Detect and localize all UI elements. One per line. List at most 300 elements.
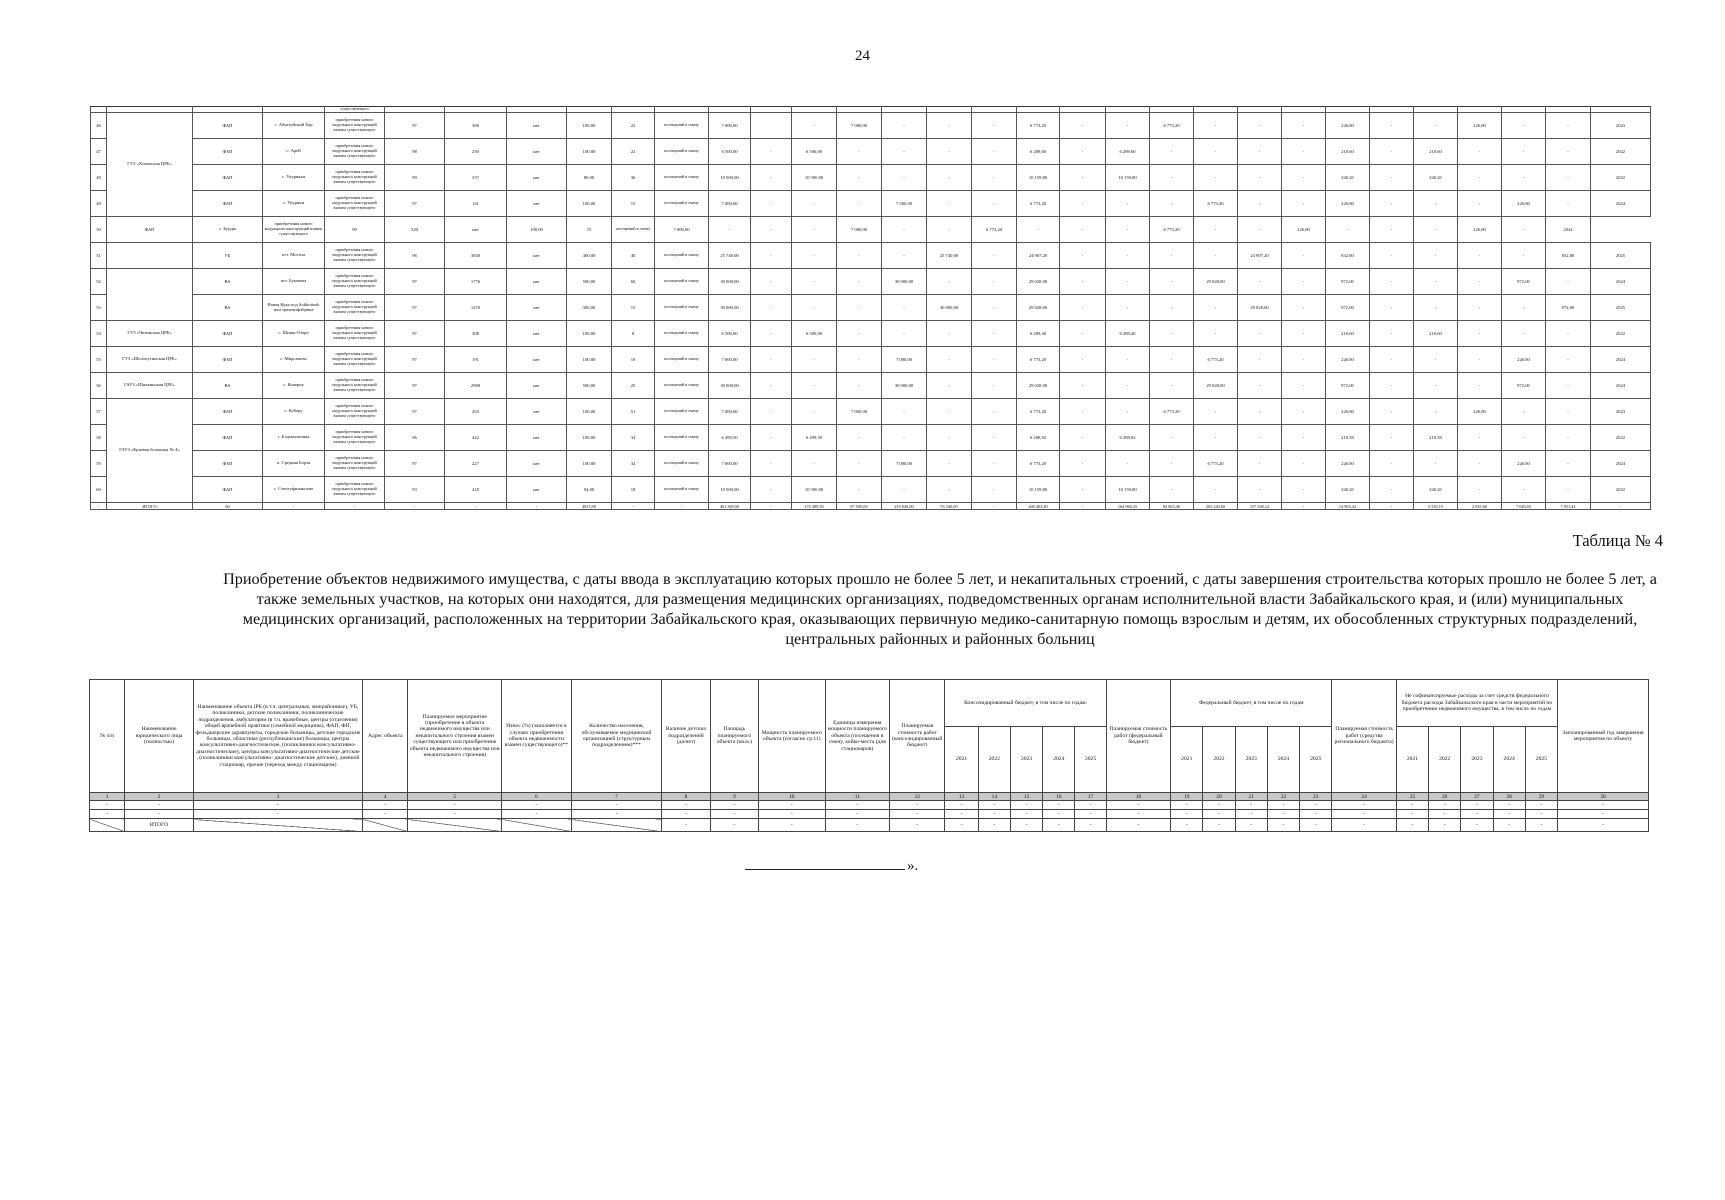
page-number: 24 — [855, 48, 870, 64]
table-cell: 3830 — [445, 243, 507, 269]
total-cell: - — [655, 503, 709, 510]
table-cell: - — [927, 269, 972, 295]
header-legal-entity: Наименование юридического лица (полностью) — [125, 680, 194, 793]
object-type: ВА — [193, 373, 263, 399]
column-number: 19 — [1171, 793, 1203, 801]
empty-cell: - — [1396, 801, 1428, 810]
table-cell: 210,60 — [1414, 139, 1458, 165]
table-cell: 34 — [612, 451, 655, 477]
header-federal-by-year: Федеральный бюджет, в том числе по годам — [1171, 680, 1332, 727]
crossed-cell — [193, 819, 362, 832]
table-cell: - — [1546, 321, 1591, 347]
capacity-units: посещений в смену — [655, 321, 709, 347]
planned-action: приобретения нового модульного конструкций взамен существующего — [325, 165, 385, 191]
total-cell: - — [1060, 503, 1106, 510]
header-row-1 — [90, 680, 1649, 727]
table-cell: 2022 — [1591, 165, 1651, 191]
table-cell: - — [1150, 191, 1194, 217]
header-year: 2021 — [945, 727, 978, 793]
table-cell: 8 — [612, 321, 655, 347]
total-cell: - — [263, 503, 325, 510]
table-cell: 93 — [385, 477, 445, 503]
table-cell: - — [1282, 373, 1326, 399]
total-cell: - — [1558, 819, 1649, 832]
table-cell: 29 028,00 — [1238, 295, 1282, 321]
table-cell: 340,20 — [1414, 477, 1458, 503]
table-cell: 2024 — [1591, 451, 1651, 477]
continuation-table-body — [91, 107, 1651, 510]
column-number: 17 — [1075, 793, 1106, 801]
table-cell: 10 159,80 — [1106, 477, 1150, 503]
table-cell: 10 500,00 — [792, 165, 837, 191]
empty-cell: - — [1203, 801, 1235, 810]
planned-action: приобретения нового модульного конструкций взамен существующего — [325, 139, 385, 165]
table-cell: - — [792, 373, 837, 399]
table-cell: - — [1238, 139, 1282, 165]
empty-cell: - — [1300, 801, 1332, 810]
object-type: ВА — [193, 295, 263, 321]
table-row — [91, 113, 1651, 139]
table-cell: - — [1546, 191, 1591, 217]
header-consolidated-by-year: Консолидированный бюджет, в том числе по годам: — [945, 680, 1106, 727]
total-cell: 84 665,40 — [1150, 503, 1194, 510]
table-cell: - — [1194, 295, 1238, 321]
column-number: 24 — [1332, 793, 1396, 801]
column-number: 8 — [662, 793, 710, 801]
table-cell: - — [1017, 217, 1060, 243]
table-cell: - — [1458, 269, 1502, 295]
table-cell: 226,80 — [1326, 451, 1370, 477]
table-cell: 18 — [612, 477, 655, 503]
table-cell: 6 288,82 — [1106, 425, 1150, 451]
header-completion-year: Запланированный год завершения мероприятия по объекту — [1558, 680, 1649, 793]
table-cell: - — [1282, 477, 1326, 503]
column-number: 4 — [363, 793, 408, 801]
table-cell: - — [1502, 113, 1546, 139]
table-cell: нет — [507, 321, 567, 347]
table-cell: - — [1106, 399, 1150, 425]
table-cell: 29 028,00 — [1017, 269, 1060, 295]
table-cell: 10 159,80 — [1106, 165, 1150, 191]
table-cell: - — [837, 321, 882, 347]
planned-action: приобретения нового модульного конструкций взамен существующего — [325, 373, 385, 399]
empty-cell: - — [1106, 801, 1170, 810]
table-cell: 100,00 — [567, 321, 612, 347]
table-cell: 2023 — [1591, 399, 1651, 425]
empty-cell: - — [1493, 801, 1525, 810]
table-cell: - — [1458, 373, 1502, 399]
total-cell: - — [1525, 819, 1557, 832]
table-cell: - — [972, 321, 1017, 347]
table-cell: - — [837, 139, 882, 165]
table-cell: - — [1150, 243, 1194, 269]
capacity-units: посещений в смену — [655, 243, 709, 269]
table-cell: - — [1546, 347, 1591, 373]
table-cell: 29 028,00 — [1017, 373, 1060, 399]
table-cell: - — [1238, 425, 1282, 451]
table-row — [91, 373, 1651, 399]
table-cell: - — [1060, 425, 1106, 451]
table-cell: - — [751, 165, 792, 191]
planned-action: приобретения нового модульного конструкций взамен существующего — [325, 347, 385, 373]
row-number: 52 — [91, 269, 107, 295]
table-cell: нет — [507, 477, 567, 503]
total-cell: - — [91, 503, 107, 510]
table-cell: 226,80 — [1282, 217, 1326, 243]
table-cell: 6 773,20 — [1150, 217, 1194, 243]
total-cell: - — [1043, 819, 1075, 832]
table-cell: 340,20 — [1326, 477, 1370, 503]
table-cell: 210,58 — [1326, 425, 1370, 451]
object-address: пгт. Могзон — [263, 243, 325, 269]
total-cell: - — [1235, 819, 1267, 832]
table-cell: 30 000,00 — [927, 295, 972, 321]
capacity-units: посещений в смену — [655, 425, 709, 451]
object-address: с. Шишк-Озеро — [263, 321, 325, 347]
table-cell: - — [1194, 321, 1238, 347]
column-number: 5 — [408, 793, 502, 801]
table-row — [91, 191, 1651, 217]
table-cell: 2024 — [1591, 191, 1651, 217]
table-row — [91, 139, 1651, 165]
table-cell: 25 740,00 — [709, 243, 751, 269]
empty-cell: - — [890, 810, 945, 819]
table-row — [91, 295, 1651, 321]
table-cell: - — [1060, 269, 1106, 295]
empty-cell: - — [1075, 801, 1106, 810]
table-cell: 7 000,00 — [882, 191, 927, 217]
table-cell: - — [1458, 243, 1502, 269]
table-cell: - — [1060, 347, 1106, 373]
table-cell: - — [1150, 295, 1194, 321]
table-cell: 832,80 — [1326, 243, 1370, 269]
table-cell: 250 — [445, 139, 507, 165]
table-cell: 29 028,00 — [1017, 295, 1060, 321]
table-cell: - — [1194, 399, 1238, 425]
table-cell: - — [751, 269, 792, 295]
table-cell: - — [751, 399, 792, 425]
object-address: пгт. Букачача — [263, 269, 325, 295]
table-heading: Приобретение объектов недвижимого имущества, с даты ввода в эксплуатацию которых прошло не более 5 лет, и некапитальных строений, с даты завершения строительства которых прошло не более 5 лет, а также земельных участков, на которых они находятся, для размещения медицинских организациях, подведомственных органам исполнительной власти Забайкальского края, и (или) муниципальных медицинских организаций, расположенных на территории Забайкальского края, оказывающих первичную медико-санитарную помощь взрослым и детям, их обособленных структурных подразделений, центральных районных и районных больниц — [223, 570, 1657, 648]
table-cell: 2025 — [1591, 295, 1651, 321]
table-cell: 340,20 — [1414, 165, 1458, 191]
table-cell: - — [1150, 269, 1194, 295]
empty-cell: - — [1493, 810, 1525, 819]
total-cell: 5 530,15 — [1414, 503, 1458, 510]
empty-cell: - — [978, 810, 1010, 819]
total-cell: 4815,00 — [567, 503, 612, 510]
table-cell: - — [792, 269, 837, 295]
table-cell: - — [1546, 477, 1591, 503]
empty-cell: - — [1267, 810, 1299, 819]
table-cell: 2022 — [1591, 321, 1651, 347]
table-cell: - — [1060, 399, 1106, 425]
table-cell: - — [1370, 269, 1414, 295]
empty-cell: - — [1461, 801, 1493, 810]
table-cell: 98 — [385, 139, 445, 165]
table-cell: 2025 — [1591, 243, 1651, 269]
table-cell: - — [751, 139, 792, 165]
table-cell: нет — [507, 243, 567, 269]
table-cell: 7 000,00 — [837, 399, 882, 425]
table-cell: 191 — [445, 347, 507, 373]
table-cell: 7 000,00 — [709, 113, 751, 139]
table-cell: - — [1194, 243, 1238, 269]
column-number: 23 — [1300, 793, 1332, 801]
table-cell: - — [972, 425, 1017, 451]
table-cell: 6 773,20 — [972, 217, 1017, 243]
table-cell: 7 000,00 — [709, 191, 751, 217]
table-cell: 30 000,00 — [882, 373, 927, 399]
column-number: 22 — [1267, 793, 1299, 801]
table-cell: 10 500,00 — [709, 477, 751, 503]
table-cell: 6 773,20 — [1150, 399, 1194, 425]
table-cell: 10 159,80 — [1017, 165, 1060, 191]
organization-name — [107, 269, 193, 321]
table-cell: 36 — [612, 165, 655, 191]
organization-name: ГАУЗ «Шилкинская ЦРБ» — [107, 373, 193, 399]
table-cell: - — [792, 399, 837, 425]
total-cell: - — [710, 819, 758, 832]
empty-cell: - — [662, 801, 710, 810]
table-cell: - — [1458, 347, 1502, 373]
empty-cell: - — [1300, 810, 1332, 819]
empty-cell: - — [1106, 810, 1170, 819]
object-address: Новая Кука под Sokhotinsk или транзитфабрика — [263, 295, 325, 321]
table-cell: - — [751, 191, 792, 217]
header-cost-federal: Планируемая стоимость работ (федеральный бюджет) — [1106, 680, 1170, 793]
table-cell: 40 — [612, 243, 655, 269]
empty-cell: - — [825, 801, 889, 810]
table-cell: - — [1150, 373, 1194, 399]
planned-action: приобретения нового модульного конструкций взамен существующего — [263, 217, 325, 243]
organization-name: ГАУЗ «Краевая больница № 4» — [107, 399, 193, 503]
object-address: с. Стептуфилинские — [263, 477, 325, 503]
table-cell: - — [1370, 399, 1414, 425]
table-cell: - — [1238, 191, 1282, 217]
table-cell: 6 773,20 — [1194, 347, 1238, 373]
table-cell: - — [1414, 347, 1458, 373]
capacity-units: посещений в смену — [655, 477, 709, 503]
header-population: Количество населения, обслуживаемое медицинской организацией (структурным подразделением)*** — [571, 680, 662, 793]
table-cell: 972,00 — [1546, 295, 1591, 321]
column-number: 27 — [1461, 793, 1493, 801]
table-cell: - — [1370, 347, 1414, 373]
table-cell: - — [751, 321, 792, 347]
table-cell — [751, 113, 792, 139]
empty-cell: - — [1171, 801, 1203, 810]
table-cell: 15 — [612, 295, 655, 321]
table-cell: - — [927, 373, 972, 399]
table-cell: - — [1370, 191, 1414, 217]
object-type: УБ — [193, 243, 263, 269]
table-cell: 15 — [567, 217, 612, 243]
total-cell: - — [1010, 819, 1042, 832]
table-cell: 97 — [385, 269, 445, 295]
table-cell: 97 — [385, 113, 445, 139]
total-cell: - — [890, 819, 945, 832]
table-cell: - — [1106, 451, 1150, 477]
table-cell: 210,60 — [1414, 321, 1458, 347]
crossed-cell — [502, 819, 572, 832]
total-row — [90, 819, 1649, 832]
header-year: 2023 — [1010, 727, 1042, 793]
table-cell: 210,58 — [1414, 425, 1458, 451]
table-cell: 226,80 — [1502, 347, 1546, 373]
table-cell: - — [1150, 477, 1194, 503]
header-planned-action: Планируемое мероприятие (приобретение в объекта недвижимого имущества или некапитального строения взамен существующего или приобретение объекта недвижимого имущества или некапитального строения) — [408, 680, 502, 793]
planned-action: приобретения нового модульного конструкций взамен существующего — [325, 321, 385, 347]
table-cell: - — [1060, 295, 1106, 321]
table-cell: - — [837, 269, 882, 295]
column-number: 10 — [759, 793, 826, 801]
table-cell: - — [1194, 425, 1238, 451]
row-number: 60 — [91, 477, 107, 503]
row-number: 46 — [91, 113, 107, 139]
empty-cell: - — [710, 810, 758, 819]
table-cell: - — [709, 217, 751, 243]
table-cell: - — [882, 139, 927, 165]
planned-action: приобретения нового модульного конструкций взамен существующего — [325, 295, 385, 321]
table-cell: - — [1150, 451, 1194, 477]
table-cell: - — [972, 295, 1017, 321]
table-cell: - — [1546, 425, 1591, 451]
table-cell: нет — [507, 165, 567, 191]
table-cell: 6 499,50 — [792, 425, 837, 451]
table-cell: 96 — [385, 243, 445, 269]
table-cell: - — [792, 347, 837, 373]
planned-action: приобретения нового модульного конструкций взамен существующего — [325, 399, 385, 425]
header-year: 2021 — [1171, 727, 1203, 793]
table-cell: - — [1458, 321, 1502, 347]
table-cell: 2024 — [1591, 373, 1651, 399]
table-cell: - — [927, 217, 972, 243]
table-cell: 6 289,60 — [1106, 139, 1150, 165]
table-cell: 100,00 — [507, 217, 567, 243]
table-cell: - — [1282, 399, 1326, 425]
table-cell: - — [927, 451, 972, 477]
empty-cell: - — [945, 810, 978, 819]
table-cell: - — [1458, 477, 1502, 503]
header-address: Адрес объекта — [363, 680, 408, 793]
table-cell: 500,00 — [567, 373, 612, 399]
header-year: 2025 — [1075, 727, 1106, 793]
object-type: ФАП — [193, 425, 263, 451]
table-cell: 97 — [385, 295, 445, 321]
empty-cell: - — [1332, 801, 1396, 810]
table-cell: - — [1060, 217, 1106, 243]
table-cell: - — [1546, 139, 1591, 165]
table-cell: 337 — [445, 165, 507, 191]
header-year: 2024 — [1043, 727, 1075, 793]
table-cell: - — [1546, 399, 1591, 425]
empty-cell: - — [363, 810, 408, 819]
acquisition-table — [89, 679, 1649, 832]
column-number: 26 — [1429, 793, 1461, 801]
table-cell: 226,80 — [1502, 451, 1546, 477]
table-cell: - — [1502, 399, 1546, 425]
total-cell: 7 051,44 — [1546, 503, 1591, 510]
table-cell: - — [1060, 165, 1106, 191]
table-cell: 6 500,00 — [792, 139, 837, 165]
empty-cell: - — [1558, 801, 1649, 810]
table-cell: - — [1282, 191, 1326, 217]
table-cell: 100,00 — [567, 347, 612, 373]
table-cell: 2022 — [1591, 477, 1651, 503]
table-cell: - — [882, 425, 927, 451]
table-cell: 226,80 — [1458, 399, 1502, 425]
empty-cell: - — [1171, 810, 1203, 819]
table-cell: 1776 — [445, 269, 507, 295]
object-type: ФАП — [193, 347, 263, 373]
table-cell: 22 — [612, 113, 655, 139]
object-address: с. Укурикан — [263, 165, 325, 191]
table-cell: - — [1060, 477, 1106, 503]
table-row — [91, 217, 1651, 243]
table-cell: - — [972, 477, 1017, 503]
capacity-units: посещений в смену — [612, 217, 655, 243]
table-row — [91, 425, 1651, 451]
table-cell: - — [1546, 113, 1591, 139]
capacity-units: посещений в смену — [655, 191, 709, 217]
table-cell: - — [1502, 217, 1546, 243]
empty-cell: - — [408, 801, 502, 810]
empty-cell: - — [90, 801, 125, 810]
header-children-units: Наличие детских подразделений (да/нет) — [662, 680, 710, 793]
total-cell: 14 965,42 — [1326, 503, 1370, 510]
table-cell: 6 773,20 — [1017, 399, 1060, 425]
header-year: 2025 — [1525, 727, 1557, 793]
object-type: ФАП — [193, 477, 263, 503]
header-year: 2025 — [1300, 727, 1332, 793]
header-wear: Износ (%) (заполняется в случаях приобретения объекта недвижимости взамен существующего)** — [502, 680, 572, 793]
table-cell: - — [1502, 139, 1546, 165]
table-cell: - — [792, 191, 837, 217]
table-cell: 100,00 — [567, 399, 612, 425]
object-address: с. Укурики — [263, 191, 325, 217]
table-cell: - — [1238, 113, 1282, 139]
table-cell: - — [927, 347, 972, 373]
table-cell: - — [1282, 269, 1326, 295]
strip-cell: существующего — [325, 107, 385, 113]
empty-cell: - — [1396, 810, 1428, 819]
object-type: ФАП — [193, 399, 263, 425]
planned-action: приобретения нового модульного конструкций взамен существующего — [325, 113, 385, 139]
total-cell: - — [759, 819, 826, 832]
empty-cell: - — [1525, 810, 1557, 819]
table-cell: - — [882, 295, 927, 321]
table-cell: нет — [507, 425, 567, 451]
table-cell: - — [1194, 139, 1238, 165]
total-cell: 203 240,60 — [1194, 503, 1238, 510]
capacity-units: посещений в смену — [655, 347, 709, 373]
table-cell: - — [1060, 139, 1106, 165]
column-number: 11 — [825, 793, 889, 801]
table-cell: - — [882, 477, 927, 503]
table-cell: нет — [445, 217, 507, 243]
table-cell: - — [972, 399, 1017, 425]
table-cell: 100,00 — [567, 139, 612, 165]
empty-cell: - — [1043, 801, 1075, 810]
empty-cell: - — [978, 801, 1010, 810]
table-cell: 6 289,60 — [1017, 139, 1060, 165]
table-cell: 10 — [612, 347, 655, 373]
table-cell: 203 — [445, 399, 507, 425]
table-cell: 226,80 — [1326, 399, 1370, 425]
table-cell: - — [1238, 321, 1282, 347]
table-cell: - — [1414, 113, 1458, 139]
crossed-cell — [408, 819, 502, 832]
